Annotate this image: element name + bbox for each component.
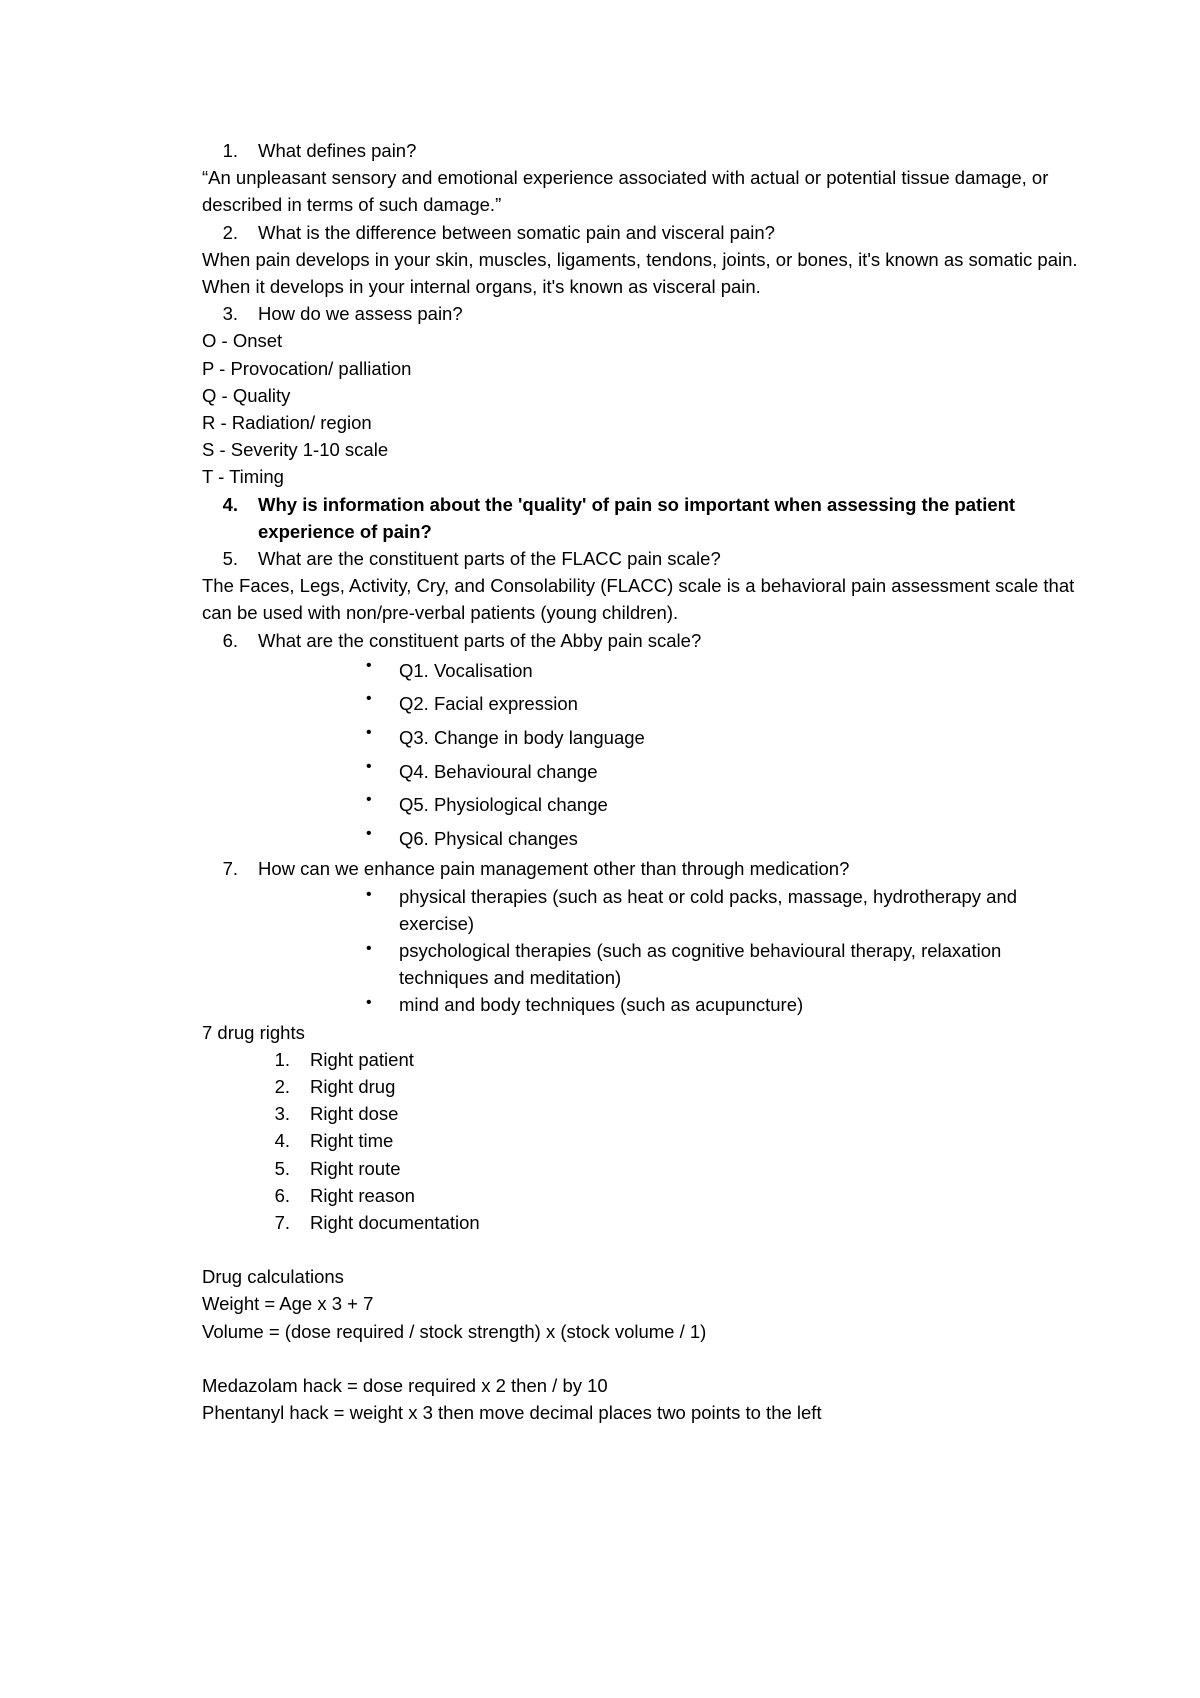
opqrst-item: Q - Quality [202, 384, 291, 406]
question-number: 3. [222, 303, 238, 325]
opqrst-item: P - Provocation/ palliation [202, 357, 412, 379]
abby-item [366, 822, 1082, 856]
opqrst-item: T - Timing [202, 466, 284, 488]
abby-item [366, 788, 1082, 822]
drug-right-number: 3. [274, 1103, 290, 1125]
bullet-icon: • [366, 885, 372, 903]
drug-right-number: 5. [274, 1157, 290, 1179]
abby-item [366, 721, 1082, 755]
phentanyl-hack: Phentanyl hack = weight x 3 then move decimal places two points to the left [202, 1402, 822, 1424]
bullet-icon: • [366, 757, 372, 775]
drug-rights-title: 7 drug rights [202, 1021, 305, 1043]
question-2 [202, 219, 1082, 246]
drug-rights-list [202, 1046, 1082, 1236]
opqrst-item: R - Radiation/ region [202, 412, 372, 434]
drug-right-text: Right reason [310, 1184, 415, 1206]
drug-right-item [202, 1209, 1082, 1236]
abby-item [366, 687, 1082, 721]
drug-right-text: Right route [310, 1157, 401, 1179]
volume-formula: Volume = (dose required / stock strength) x (stock volume / 1) [202, 1320, 707, 1342]
abby-item-text: Q4. Behavioural change [399, 760, 598, 782]
answer-2: When pain develops in your skin, muscles, ligaments, tendons, joints, or bones, it's known as somatic pain. When it develops in your internal organs, it's known as visceral pain. [202, 248, 1078, 298]
therapy-item [366, 883, 1082, 937]
drug-right-item [202, 1182, 1082, 1209]
drug-right-number: 1. [274, 1048, 290, 1070]
drug-right-text: Right patient [310, 1048, 414, 1070]
abby-item [366, 755, 1082, 789]
abby-item [366, 654, 1082, 688]
question-text: What defines pain? [258, 140, 417, 161]
drug-right-text: Right dose [310, 1103, 399, 1125]
bullet-icon: • [366, 994, 372, 1012]
bullet-icon: • [366, 791, 372, 809]
question-number: 2. [222, 221, 238, 243]
answer-5: The Faces, Legs, Activity, Cry, and Consolability (FLACC) scale is a behavioral pain assessment scale that can be used with non/pre-verbal patients (young children). [202, 575, 1075, 624]
question-number: 4. [222, 493, 238, 515]
abby-item-text: Q2. Facial expression [399, 693, 578, 715]
question-number: 6. [222, 629, 238, 651]
drug-right-number: 4. [274, 1130, 290, 1152]
question-number: 7. [222, 858, 238, 880]
question-4 [202, 491, 1082, 545]
answer-1: “An unpleasant sensory and emotional experience associated with actual or potential tissue damage, or described in terms of such damage.” [202, 167, 1049, 216]
drug-right-text: Right drug [310, 1076, 396, 1098]
drug-right-number: 2. [274, 1076, 290, 1098]
bullet-icon: • [366, 724, 372, 742]
question-text: What is the difference between somatic pain and visceral pain? [258, 221, 775, 243]
question-text: How do we assess pain? [258, 303, 463, 325]
question-5 [202, 545, 1082, 572]
therapy-item [366, 937, 1082, 991]
medazolam-hack: Medazolam hack = dose required x 2 then / by 10 [202, 1374, 608, 1396]
spacer [202, 1345, 1082, 1372]
drug-right-number: 7. [274, 1212, 290, 1234]
drug-right-item [202, 1073, 1082, 1100]
drug-right-item [202, 1127, 1082, 1154]
therapy-item-text: mind and body techniques (such as acupuncture) [399, 994, 804, 1016]
question-text: What are the constituent parts of the Abby pain scale? [258, 629, 702, 651]
bullet-icon: • [366, 824, 372, 842]
drug-right-text: Right documentation [310, 1212, 480, 1234]
question-7 [202, 855, 1082, 882]
question-3 [202, 300, 1082, 327]
therapy-item-text: psychological therapies (such as cognitive behavioural therapy, relaxation techniques and meditation) [399, 940, 1002, 989]
bullet-icon: • [366, 690, 372, 708]
therapy-item [366, 991, 1082, 1018]
drug-right-number: 6. [274, 1184, 290, 1206]
calculations-title: Drug calculations [202, 1266, 344, 1288]
document-body [202, 137, 1082, 1426]
weight-formula: Weight = Age x 3 + 7 [202, 1293, 374, 1315]
drug-right-item [202, 1155, 1082, 1182]
abby-item-text: Q6. Physical changes [399, 827, 578, 849]
abby-item-text: Q1. Vocalisation [399, 659, 533, 681]
therapy-item-text: physical therapies (such as heat or cold packs, massage, hydrotherapy and exercise) [399, 885, 1018, 934]
question-1 [202, 137, 1082, 164]
question-6 [202, 627, 1082, 654]
question-text: What are the constituent parts of the FLACC pain scale? [258, 548, 721, 570]
question-number: 5. [222, 548, 238, 570]
abby-item-text: Q5. Physiological change [399, 794, 608, 816]
bullet-icon: • [366, 656, 372, 674]
bullet-icon: • [366, 940, 372, 958]
question-text: How can we enhance pain management other than through medication? [258, 858, 850, 880]
opqrst-item: O - Onset [202, 330, 283, 352]
drug-right-item [202, 1046, 1082, 1073]
question-text: Why is information about the 'quality' of pain so important when assessing the patient experience of pain? [258, 493, 1016, 542]
spacer [202, 1236, 1082, 1263]
abby-item-text: Q3. Change in body language [399, 727, 645, 749]
drug-right-item [202, 1100, 1082, 1127]
drug-right-text: Right time [310, 1130, 394, 1152]
opqrst-item: S - Severity 1-10 scale [202, 439, 389, 461]
question-number: 1. [222, 140, 238, 161]
